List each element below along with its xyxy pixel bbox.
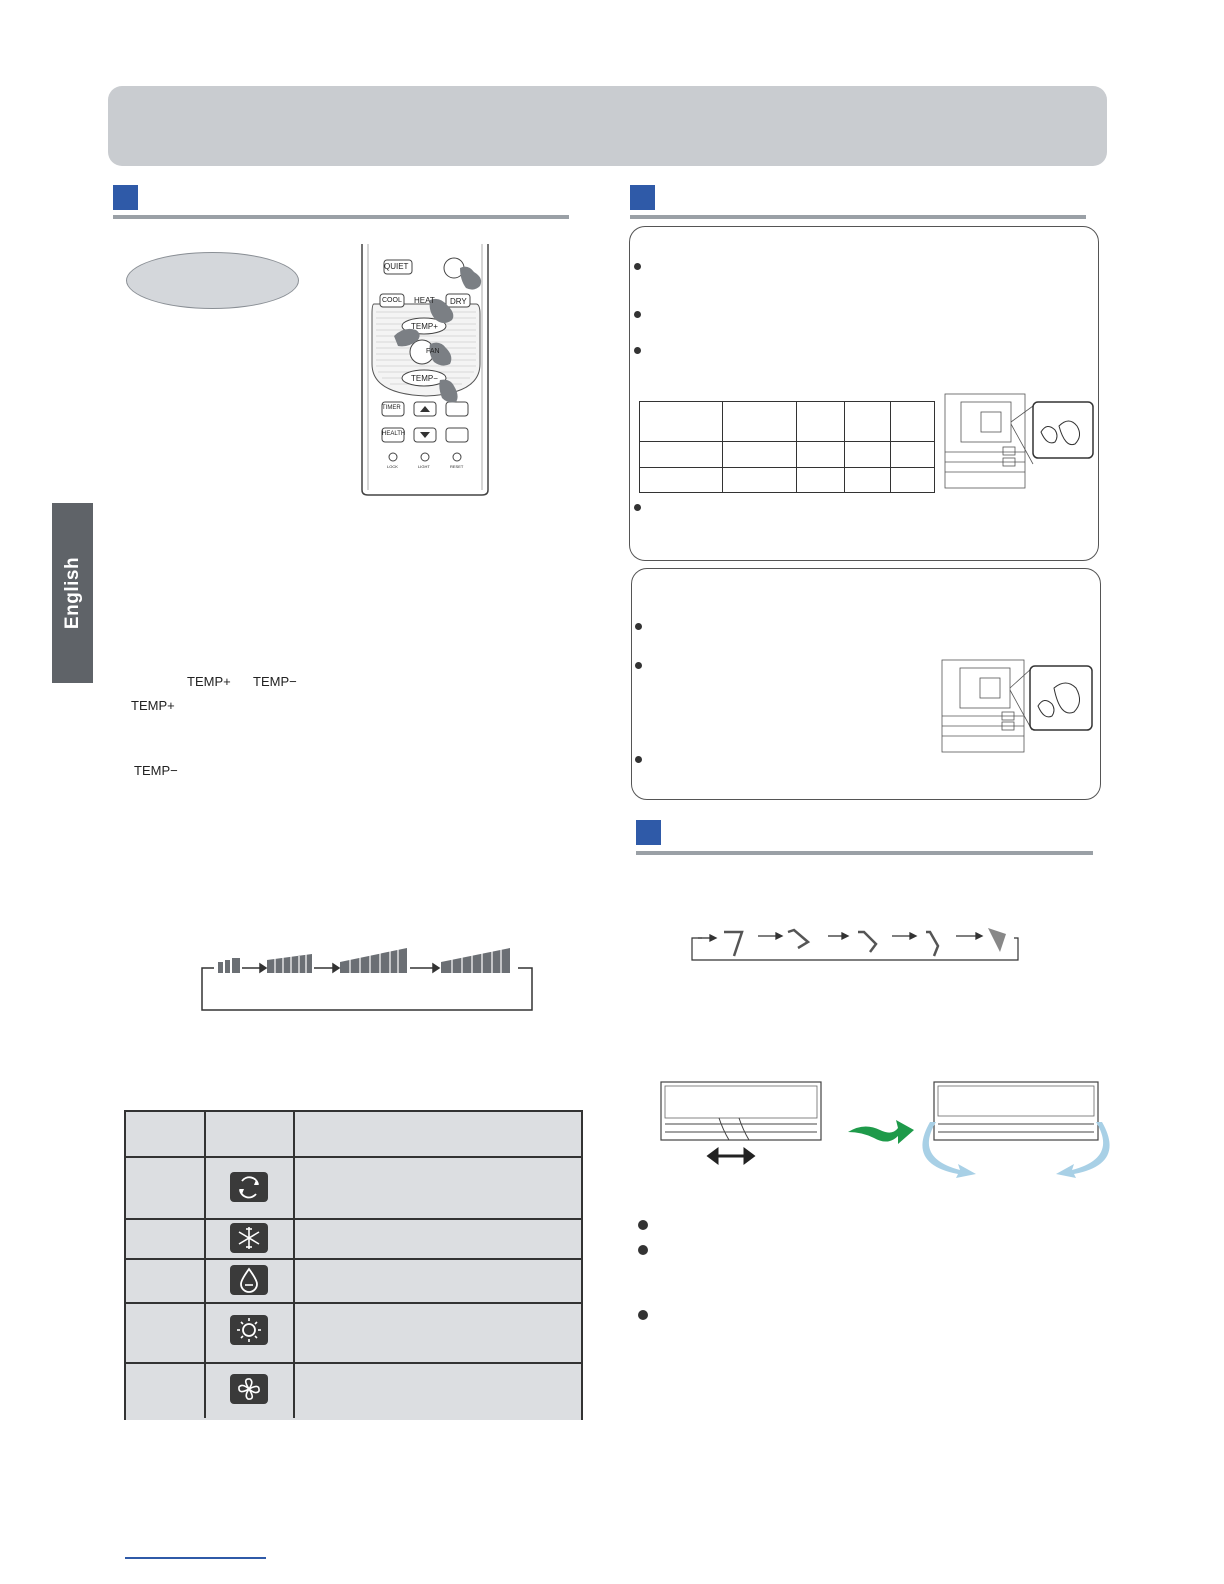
fan-speed-cycle [200, 946, 535, 1012]
timer-button[interactable]: TIMER [382, 405, 401, 411]
section-rule-right-top [630, 215, 1086, 219]
language-tab-label: English [61, 556, 83, 630]
temp-plus-line: TEMP+ [131, 698, 175, 713]
fan-icon [230, 1374, 268, 1404]
light-button[interactable]: LIGHT [418, 464, 430, 469]
mode-row-heat [126, 1302, 581, 1364]
mode-table-header [126, 1112, 581, 1156]
fan-button[interactable]: FAN [426, 348, 440, 355]
mode-row-auto [126, 1156, 581, 1220]
section-rule-left [113, 215, 569, 219]
temp-plus-inline: TEMP+ [187, 674, 231, 689]
bullet [638, 1245, 648, 1255]
section-rule-right-bottom [636, 851, 1093, 855]
bullet [634, 347, 641, 354]
health-button[interactable]: HEALTH [382, 431, 406, 437]
indoor-unit-swing [920, 1078, 1112, 1178]
temp-plus-button[interactable]: TEMP+ [411, 322, 438, 331]
temp-minus-button[interactable]: TEMP− [411, 374, 438, 383]
mode-row-dry [126, 1258, 581, 1304]
water-drop-icon [230, 1265, 268, 1295]
bullet [634, 504, 641, 511]
footer-rule [125, 1557, 266, 1559]
heat-button[interactable]: HEAT [414, 296, 435, 305]
panel-button-illustration-2 [938, 658, 1096, 754]
dry-button[interactable]: DRY [450, 297, 467, 306]
bullet [635, 623, 642, 630]
spec-table [639, 401, 935, 493]
bullet [635, 756, 642, 763]
louver-cycle [690, 926, 1020, 962]
header-band [108, 86, 1107, 166]
mode-table [124, 1110, 583, 1420]
indoor-unit-manual [659, 1080, 824, 1166]
reset-button[interactable]: RESET [450, 464, 464, 469]
language-tab[interactable] [52, 503, 93, 683]
panel-button-illustration-1 [941, 392, 1096, 492]
quiet-button[interactable]: QUIET [384, 262, 409, 271]
cool-button[interactable]: COOL [382, 297, 402, 304]
sun-icon [230, 1315, 268, 1345]
bullet [638, 1220, 648, 1230]
mode-row-fan [126, 1362, 581, 1420]
bullet [634, 263, 641, 270]
bullet [638, 1310, 648, 1320]
section-marker-right-top [630, 185, 655, 210]
section-marker-left [113, 185, 138, 210]
mode-row-cool [126, 1218, 581, 1260]
snowflake-icon [230, 1223, 268, 1253]
temp-minus-inline: TEMP− [253, 674, 297, 689]
bullet [634, 311, 641, 318]
lock-button[interactable]: LOCK [387, 464, 398, 469]
section-marker-right-bottom [636, 820, 661, 845]
temp-minus-line: TEMP− [134, 763, 178, 778]
bullet [635, 662, 642, 669]
green-arrow [846, 1116, 916, 1148]
auto-cycle-icon [230, 1172, 268, 1202]
mode-oval [126, 252, 299, 309]
remote-control [360, 244, 490, 496]
